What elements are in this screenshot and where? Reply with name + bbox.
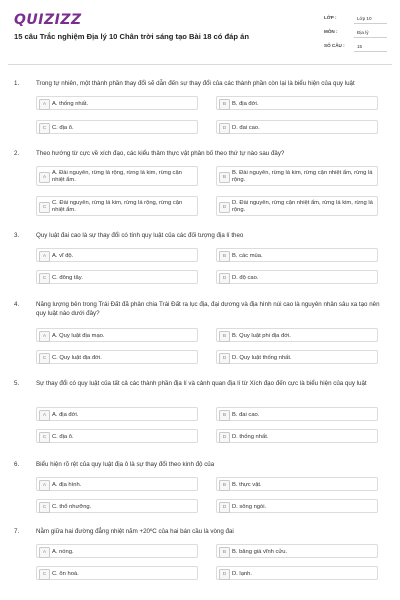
- meta-label: MÔN :: [324, 29, 338, 34]
- option-text: B. đai cao.: [232, 411, 260, 418]
- option-letter: A: [39, 547, 50, 558]
- option-text: C. thổ nhưỡng.: [52, 503, 92, 510]
- option-text: A. địa đới.: [52, 411, 79, 418]
- option-b[interactable]: [216, 477, 378, 491]
- option-text: D. Quy luật thống nhất.: [232, 354, 292, 361]
- question-number: 2.: [14, 150, 20, 157]
- option-letter: B: [219, 251, 230, 262]
- option-letter: C: [39, 353, 50, 364]
- option-letter: D: [219, 273, 230, 284]
- option-text: C. Quy luật địa đới.: [52, 354, 102, 361]
- question-text: Theo hướng từ cực về xích đạo, các kiểu thảm thực vật phân bố theo thứ tự nào sau đây?: [36, 150, 285, 157]
- option-d[interactable]: [216, 270, 378, 284]
- option-text: C. địa ô.: [52, 433, 74, 440]
- option-a[interactable]: [36, 477, 198, 491]
- option-c[interactable]: [36, 350, 198, 364]
- option-b[interactable]: [216, 248, 378, 262]
- option-text: D. độ cao.: [232, 274, 259, 281]
- meta-value: Địa lý: [354, 28, 387, 38]
- option-text: A. vĩ độ.: [52, 252, 74, 259]
- option-text: A. thống nhất.: [52, 100, 89, 107]
- option-c[interactable]: [36, 270, 198, 284]
- question-text: Nằm giữa hai đường đẳng nhiệt năm +20ºC của hai bán cầu là vòng đai: [36, 528, 234, 535]
- option-letter: C: [39, 502, 50, 513]
- option-b[interactable]: [216, 166, 378, 186]
- meta-label: SỐ CÂU :: [324, 43, 345, 48]
- option-a[interactable]: [36, 166, 198, 186]
- option-letter: A: [39, 172, 50, 183]
- option-letter: B: [219, 410, 230, 421]
- meta-row-count: [324, 40, 386, 54]
- option-a[interactable]: [36, 407, 198, 421]
- option-text: B. các mùa.: [232, 252, 263, 259]
- option-letter: C: [39, 432, 50, 443]
- option-a[interactable]: [36, 248, 198, 262]
- option-d[interactable]: [216, 499, 378, 513]
- option-c[interactable]: [36, 120, 198, 134]
- option-letter: D: [219, 502, 230, 513]
- option-b[interactable]: [216, 544, 378, 558]
- question-text: Quy luật đai cao là sự thay đổi có tính quy luật của các đối tượng địa lí theo: [36, 232, 244, 239]
- worksheet-meta: [324, 12, 386, 54]
- question-text: Biểu hiện rõ rệt của quy luật địa ô là sự thay đổi theo kinh độ của: [36, 461, 215, 468]
- option-a[interactable]: [36, 544, 198, 558]
- option-letter: C: [39, 273, 50, 284]
- option-b[interactable]: [216, 407, 378, 421]
- option-letter: B: [219, 480, 230, 491]
- option-a[interactable]: [36, 96, 198, 110]
- option-letter: C: [39, 569, 50, 580]
- option-letter: A: [39, 251, 50, 262]
- meta-row-class: [324, 12, 386, 26]
- option-b[interactable]: [216, 96, 378, 110]
- question-text: Sự thay đổi có quy luật của tất cả các thành phần địa lí và cảnh quan địa lí từ Xích đạo đến cực là biểu hiện của quy luật: [36, 380, 367, 387]
- option-letter: C: [39, 123, 50, 134]
- option-letter: B: [219, 547, 230, 558]
- option-letter: D: [219, 569, 230, 580]
- option-d[interactable]: [216, 196, 378, 216]
- option-letter: B: [219, 99, 230, 110]
- header-divider: [8, 64, 392, 65]
- option-letter: A: [39, 99, 50, 110]
- option-text: B. Quy luật phi địa đới.: [232, 332, 291, 339]
- question-number: 4.: [14, 301, 20, 308]
- option-c[interactable]: [36, 196, 198, 216]
- option-text: D. Đài nguyên, rừng cận nhiệt ẩm, rừng lá kim, rừng lá rộng.: [232, 199, 373, 213]
- worksheet-header: [14, 12, 386, 66]
- meta-row-subject: [324, 26, 386, 40]
- option-text: B. địa đới.: [232, 100, 259, 107]
- option-text: D. sông ngòi.: [232, 503, 267, 510]
- question-number: 6.: [14, 461, 20, 468]
- option-d[interactable]: [216, 566, 378, 580]
- option-c[interactable]: [36, 429, 198, 443]
- option-text: C. đông tây.: [52, 274, 83, 281]
- option-c[interactable]: [36, 566, 198, 580]
- option-text: A. địa hình.: [52, 481, 82, 488]
- option-text: C. địa ô.: [52, 124, 74, 131]
- option-text: D. thống nhất.: [232, 433, 269, 440]
- question-number: 1.: [14, 80, 20, 87]
- option-text: B. Đài nguyên, rừng lá kim, rừng cận nhiệt ẩm, rừng lá rộng.: [232, 169, 373, 183]
- worksheet-title: 15 câu Trắc nghiệm Địa lý 10 Chân trời sáng tạo Bài 18 có đáp án: [14, 32, 249, 41]
- meta-value: Lớp 10: [354, 14, 387, 24]
- question-text: Năng lượng bên trong Trái Đất đã phân chia Trái Đất ra lục địa, đại dương và địa hình núi cao là nguyên nhân sâu xa tạo nên quy luật nào dưới đây?: [36, 301, 380, 317]
- question-number: 5.: [14, 380, 20, 387]
- option-letter: D: [219, 123, 230, 134]
- option-d[interactable]: [216, 429, 378, 443]
- quizizz-logo: QUIZIZZ: [14, 12, 82, 28]
- option-letter: B: [219, 172, 230, 183]
- question-number: 7.: [14, 528, 20, 535]
- option-letter: A: [39, 480, 50, 491]
- option-text: A. Đài nguyên, rừng lá rộng, rừng lá kim, rừng cận nhiệt ẩm.: [52, 169, 182, 183]
- option-letter: D: [219, 432, 230, 443]
- option-c[interactable]: [36, 499, 198, 513]
- option-text: B. băng giá vĩnh cửu.: [232, 548, 288, 555]
- option-letter: A: [39, 331, 50, 342]
- option-letter: C: [39, 202, 50, 213]
- option-text: C. ôn hoà.: [52, 570, 79, 577]
- option-text: B. thực vật.: [232, 481, 262, 488]
- option-text: A. Quy luật địa mạo.: [52, 332, 105, 339]
- option-letter: D: [219, 353, 230, 364]
- option-d[interactable]: [216, 120, 378, 134]
- option-text: C. Đài nguyên, rừng lá kim, rừng lá rộng, rừng cận nhiệt ẩm.: [52, 199, 183, 213]
- option-text: D. lạnh.: [232, 570, 252, 577]
- question-number: 3.: [14, 232, 20, 239]
- option-letter: A: [39, 410, 50, 421]
- question-text: Trong tự nhiên, một thành phần thay đổi sẽ dẫn đến sự thay đổi của các thành phần còn lại là biểu hiện của quy luật: [36, 80, 355, 87]
- meta-value: 15: [354, 42, 387, 52]
- meta-label: LỚP :: [324, 15, 337, 20]
- option-text: A. nóng.: [52, 548, 74, 555]
- option-a[interactable]: [36, 328, 198, 342]
- option-b[interactable]: [216, 328, 378, 342]
- option-letter: B: [219, 331, 230, 342]
- option-text: D. đai cao.: [232, 124, 260, 131]
- option-d[interactable]: [216, 350, 378, 364]
- option-letter: D: [219, 202, 230, 213]
